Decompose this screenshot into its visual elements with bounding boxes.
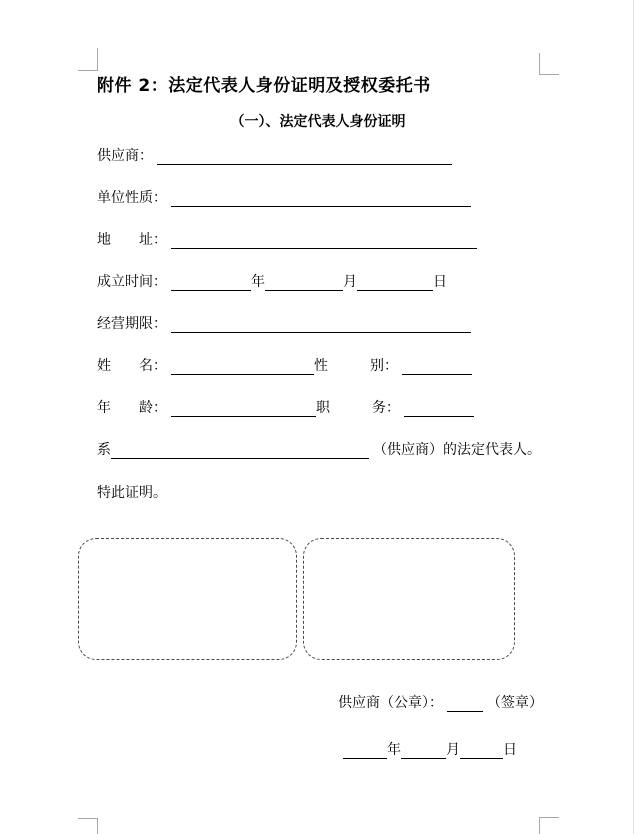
date-year-label: 年: [387, 742, 401, 758]
legalrep-supplier-blank[interactable]: [111, 454, 369, 459]
margin-crop-mark-top-left: [78, 48, 98, 71]
position-blank[interactable]: [404, 412, 474, 417]
name-gender-row: [97, 357, 472, 375]
date-day-label: 日: [503, 742, 517, 758]
gender-blank[interactable]: [402, 370, 472, 375]
date-month-label: 月: [446, 742, 460, 758]
established-row: [97, 273, 447, 291]
age-blank[interactable]: [171, 412, 316, 417]
certification-row: [97, 484, 167, 502]
document-title: 附件 2：法定代表人身份证明及授权委托书: [97, 76, 431, 96]
seal-signature-row: [338, 694, 543, 712]
established-label: 成立时间：: [97, 274, 167, 290]
date-month-blank[interactable]: [401, 754, 446, 759]
established-day-blank[interactable]: [357, 286, 433, 291]
margin-crop-mark-bottom-left: [78, 818, 98, 834]
seal-label: 供应商（公章）：: [338, 695, 443, 711]
sign-label: （签章）: [487, 695, 543, 711]
address-label: 地 址：: [97, 232, 167, 248]
name-label: 姓 名：: [97, 358, 167, 374]
day-label: 日: [433, 274, 447, 290]
legalrep-prefix: 系: [97, 442, 111, 458]
signature-blank[interactable]: [447, 707, 483, 712]
gender-label: 性 别：: [314, 358, 398, 374]
certification-text: 特此证明。: [97, 485, 167, 501]
name-blank[interactable]: [171, 370, 314, 375]
established-year-blank[interactable]: [171, 286, 251, 291]
business-term-row: [97, 315, 471, 333]
address-row: [97, 231, 477, 249]
margin-crop-mark-top-right: [539, 53, 559, 75]
date-year-blank[interactable]: [343, 754, 387, 759]
year-label: 年: [251, 274, 265, 290]
legal-rep-statement-row: [97, 441, 541, 459]
date-row: [343, 741, 517, 759]
page-right-edge: [633, 0, 634, 834]
stamp-placeholder-box-left: [78, 538, 297, 660]
legalrep-suffix: （供应商）的法定代表人。: [373, 442, 541, 458]
business-term-label: 经营期限：: [97, 316, 167, 332]
section-heading: （一）、法定代表人身份证明: [230, 114, 406, 130]
business-term-blank[interactable]: [171, 328, 471, 333]
supplier-row: [97, 147, 452, 165]
unit-nature-blank[interactable]: [171, 202, 471, 207]
unit-nature-label: 单位性质：: [97, 190, 167, 206]
position-label: 职 务：: [316, 400, 400, 416]
margin-crop-mark-bottom-right: [539, 817, 559, 834]
supplier-label: 供应商：: [97, 148, 153, 164]
established-month-blank[interactable]: [265, 286, 343, 291]
age-label: 年 龄：: [97, 400, 167, 416]
stamp-placeholder-box-right: [303, 538, 515, 660]
unit-nature-row: [97, 189, 471, 207]
month-label: 月: [343, 274, 357, 290]
address-blank[interactable]: [171, 244, 477, 249]
age-position-row: [97, 399, 474, 417]
date-day-blank[interactable]: [460, 754, 503, 759]
supplier-blank[interactable]: [157, 160, 452, 165]
